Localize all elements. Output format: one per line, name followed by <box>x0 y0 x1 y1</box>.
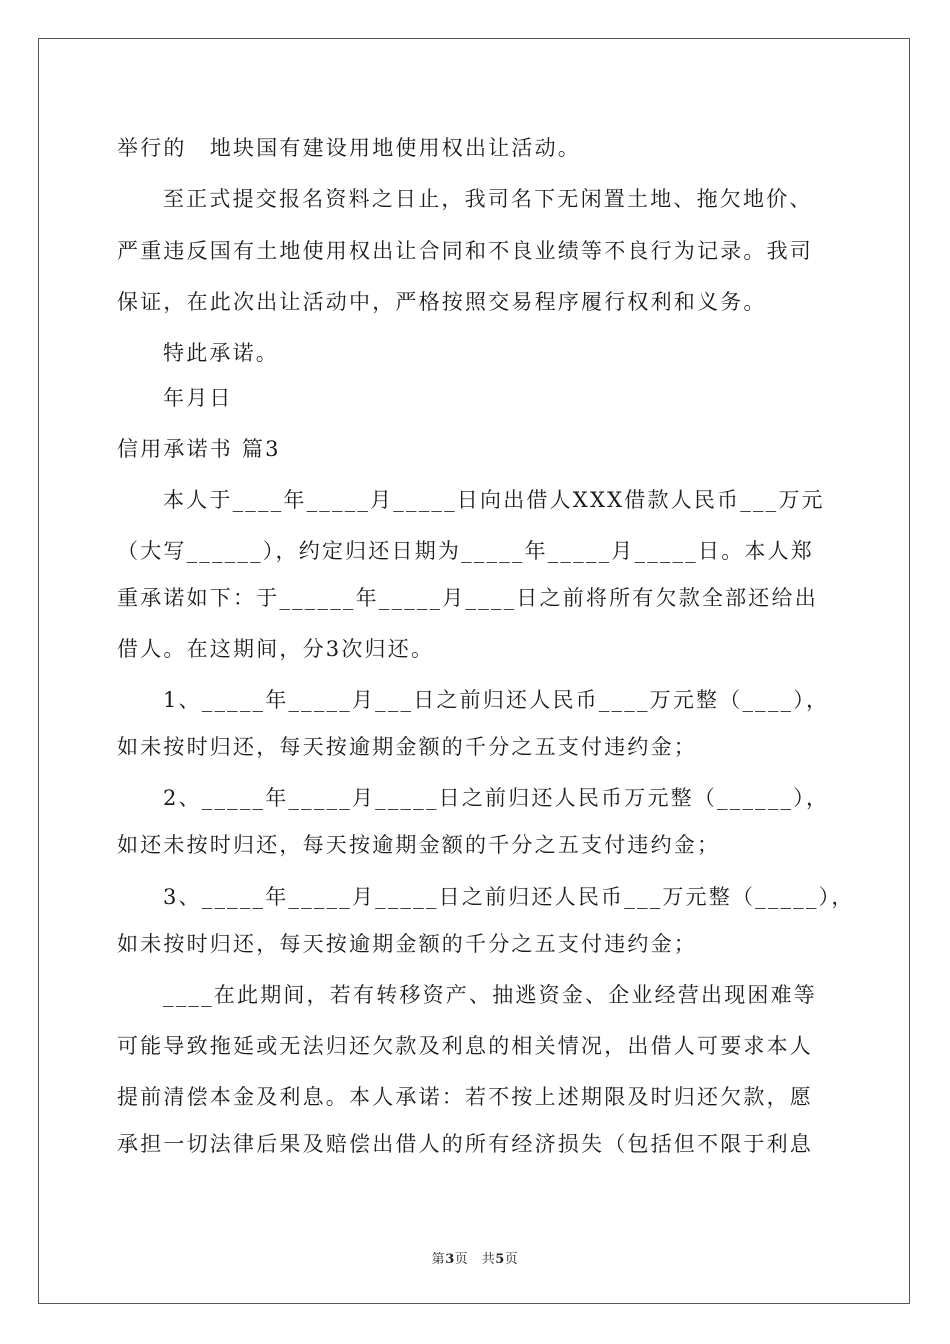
page-mid: 页 共 <box>454 1252 496 1267</box>
text-line: （大写______），约定归还日期为_____年_____月_____日。本人郑 <box>117 539 814 563</box>
current-page: 3 <box>445 1252 455 1267</box>
text-line: 如未按时归还，每天按逾期金额的千分之五支付违约金； <box>117 735 697 759</box>
text-line: 举行的 地块国有建设用地使用权出让活动。 <box>117 136 581 160</box>
text-line: 至正式提交报名资料之日止，我司名下无闲置土地、拖欠地价、 <box>163 187 813 211</box>
text-line: ____在此期间，若有转移资产、抽逃资金、企业经营出现困难等 <box>163 983 817 1007</box>
text-line: 如还未按时归还，每天按逾期金额的千分之五支付违约金； <box>117 833 721 857</box>
text-line: 2、_____年_____月_____日之前归还人民币万元整（______）， <box>163 786 830 810</box>
text-line: 借人。在这期间，分3次归还。 <box>117 637 435 661</box>
text-line: 特此承诺。 <box>163 341 279 365</box>
text-line: 如未按时归还，每天按逾期金额的千分之五支付违约金； <box>117 932 697 956</box>
page-prefix: 第 <box>431 1252 446 1267</box>
text-line: 年月日 <box>163 386 233 410</box>
text-line: 严重违反国有土地使用权出让合同和不良业绩等不良行为记录。我司 <box>117 239 813 263</box>
section-heading: 信用承诺书 篇3 <box>117 437 281 461</box>
total-pages: 5 <box>495 1252 505 1267</box>
page-number <box>0 1248 950 1267</box>
text-line: 本人于____年_____月_____日向出借人XXX借款人民币___万元 <box>163 488 825 512</box>
text-line: 保证，在此次出让活动中，严格按照交易程序履行权利和义务。 <box>117 290 767 314</box>
text-line: 重承诺如下：于______年_____月____日之前将所有欠款全部还给出 <box>117 586 818 610</box>
text-line: 1、_____年_____月___日之前归还人民币____万元整（____）， <box>163 688 830 712</box>
page-border <box>38 38 910 1304</box>
text-line: 承担一切法律后果及赔偿出借人的所有经济损失（包括但不限于利息 <box>117 1132 813 1156</box>
page-suffix: 页 <box>504 1252 519 1267</box>
text-line: 提前清偿本金及利息。本人承诺：若不按上述期限及时归还欠款，愿 <box>117 1085 813 1109</box>
text-line: 可能导致拖延或无法归还欠款及利息的相关情况，出借人可要求本人 <box>117 1034 813 1058</box>
text-line: 3、_____年_____月_____日之前归还人民币___万元整（_____）， <box>163 885 855 909</box>
